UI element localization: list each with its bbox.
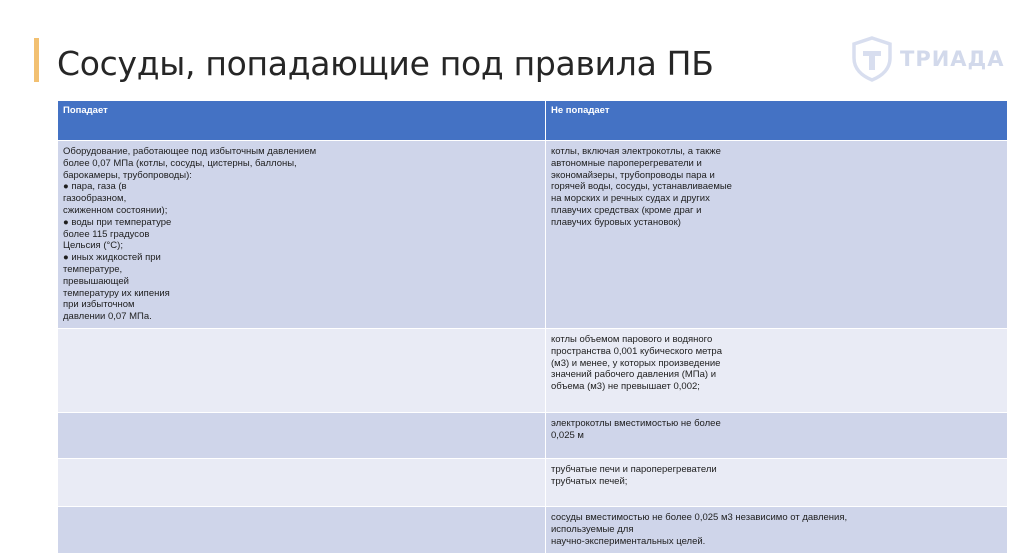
cell-excluded: трубчатые печи и пароперегреватели трубчатых печей; — [546, 459, 1008, 507]
cell-included: Оборудование, работающее под избыточным давлением более 0,07 МПа (котлы, сосуды, цистерны, баллоны, барокамеры, трубопроводы): ● пара, газа (в газообразном, сжиженном состоянии); ● воды при температуре более 115 градусов Цельсия (°С); ● иных жидкостей при температуре, превышающей температуру их кипения при избыточном давлении 0,07 МПа. — [58, 141, 546, 329]
title-accent-bar — [34, 38, 39, 82]
table-row — [58, 141, 1008, 329]
header-excluded: Не попадает — [546, 101, 1008, 141]
table-header-row — [58, 101, 1008, 141]
rules-table — [57, 100, 1008, 554]
logo-text: ТРИАДА — [900, 47, 1005, 71]
shield-logo-icon — [850, 36, 894, 82]
header-included: Попадает — [58, 101, 546, 141]
table-row — [58, 329, 1008, 413]
cell-included — [58, 329, 546, 413]
table-row — [58, 459, 1008, 507]
cell-excluded: электрокотлы вместимостью не более 0,025 м — [546, 413, 1008, 459]
table-row — [58, 413, 1008, 459]
cell-included — [58, 459, 546, 507]
table-row — [58, 507, 1008, 554]
page-title: Сосуды, попадающие под правила ПБ — [57, 44, 714, 83]
cell-included — [58, 507, 546, 554]
company-logo — [850, 36, 1005, 82]
cell-excluded: котлы объемом парового и водяного пространства 0,001 кубического метра (м3) и менее, у которых произведение значений рабочего давления (МПа) и объема (м3) не превышает 0,002; — [546, 329, 1008, 413]
cell-excluded: сосуды вместимостью не более 0,025 м3 независимо от давления, используемые для научно-экспериментальных целей. — [546, 507, 1008, 554]
cell-excluded: котлы, включая электрокотлы, а также автономные пароперегреватели и экономайзеры, трубопроводы пара и горячей воды, сосуды, устанавливаемые на морских и речных судах и других плавучих средствах (кроме драг и плавучих буровых установок) — [546, 141, 1008, 329]
cell-included — [58, 413, 546, 459]
